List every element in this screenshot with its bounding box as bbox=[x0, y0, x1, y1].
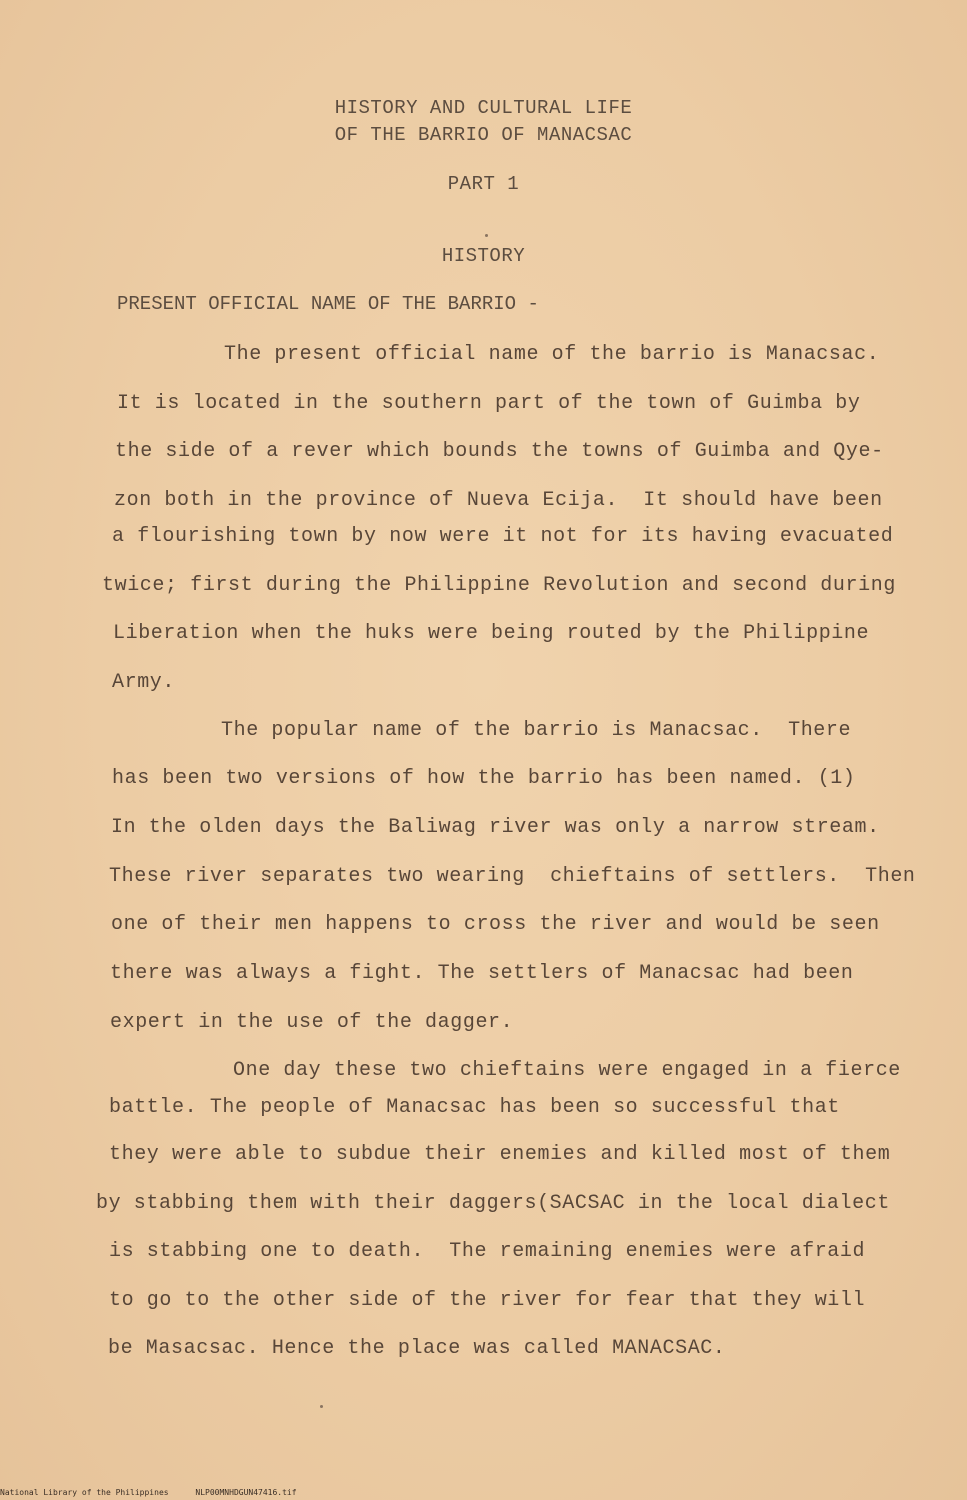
text-line: the side of a rever which bounds the towns of Guimba and Qye- bbox=[115, 440, 884, 463]
text-line: expert in the use of the dagger. bbox=[110, 1011, 514, 1034]
text-line: one of their men happens to cross the river and would be seen bbox=[111, 913, 880, 936]
text-line: be Masacsac. Hence the place was called MANACSAC. bbox=[108, 1337, 726, 1360]
text-line: Army. bbox=[112, 671, 176, 694]
library-credit: National Library of the Philippines bbox=[0, 1488, 169, 1497]
text-line: is stabbing one to death. The remaining enemies were afraid bbox=[109, 1240, 866, 1263]
text-line: by stabbing them with their daggers(SACSAC in the local dialect bbox=[96, 1192, 890, 1215]
section-heading: HISTORY bbox=[441, 245, 526, 267]
scan-filename: NLP00MNHDGUN47416.tif bbox=[195, 1488, 297, 1497]
text-line: One day these two chieftains were engaged in a fierce bbox=[233, 1059, 901, 1082]
text-line: twice; first during the Philippine Revolution and second during bbox=[102, 574, 896, 597]
text-line: to go to the other side of the river for fear that they will bbox=[109, 1289, 866, 1312]
text-line: In the olden days the Baliwag river was only a narrow stream. bbox=[111, 816, 880, 839]
title-line-1: HISTORY AND CULTURAL LIFE bbox=[334, 97, 633, 119]
text-line: battle. The people of Manacsac has been so successful that bbox=[109, 1096, 840, 1119]
text-line: has been two versions of how the barrio has been named. (1) bbox=[112, 767, 856, 790]
text-line: The present official name of the barrio is Manacsac. bbox=[224, 343, 880, 366]
subheading: PRESENT OFFICIAL NAME OF THE BARRIO - bbox=[117, 293, 539, 315]
scan-footer bbox=[0, 1488, 967, 1497]
text-line: a flourishing town by now were it not for its having evacuated bbox=[112, 525, 894, 548]
paper-speck bbox=[320, 1405, 323, 1408]
text-line: there was always a fight. The settlers of Manacsac had been bbox=[110, 962, 854, 985]
text-line: they were able to subdue their enemies and killed most of them bbox=[109, 1143, 891, 1166]
text-line: The popular name of the barrio is Manacsac. There bbox=[221, 719, 852, 742]
text-line: zon both in the province of Nueva Ecija. It should have been bbox=[114, 489, 883, 512]
paper-speck bbox=[485, 234, 488, 237]
text-line: These river separates two wearing chieftains of settlers. Then bbox=[109, 865, 916, 888]
text-line: Liberation when the huks were being routed by the Philippine bbox=[113, 622, 870, 645]
part-label: PART 1 bbox=[447, 173, 520, 195]
title-line-2: OF THE BARRIO OF MANACSAC bbox=[334, 124, 633, 146]
text-line: It is located in the southern part of the town of Guimba by bbox=[117, 392, 861, 415]
